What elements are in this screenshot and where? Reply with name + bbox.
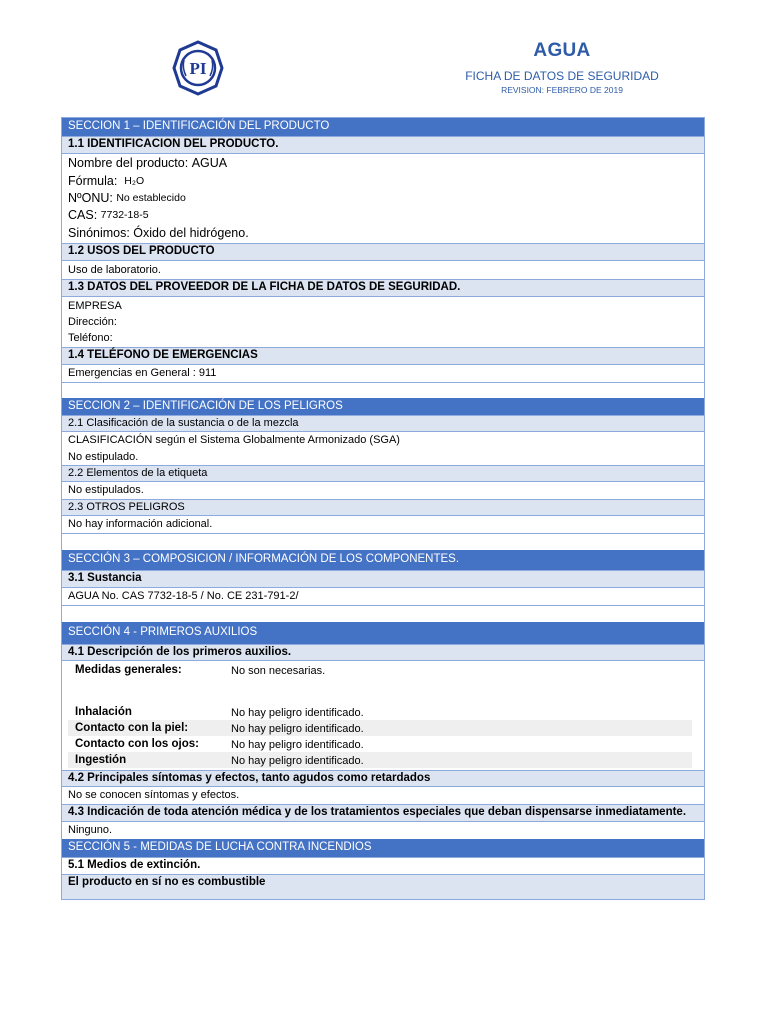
section-5-header: SECCIÓN 5 - MEDIDAS DE LUCHA CONTRA INCENDIOS: [62, 839, 704, 857]
subsection-4-3: 4.3 Indicación de toda atención médica y de los tratamientos especiales que deban dispensarse inmediatamente.: [62, 804, 704, 822]
spacer-row: [62, 382, 704, 398]
symptoms-value: No se conocen síntomas y efectos.: [68, 789, 240, 801]
onu-label: NºONU:: [68, 191, 113, 206]
subsection-1-2: 1.2 USOS DEL PRODUCTO: [62, 243, 704, 261]
product-name-value: AGUA: [191, 156, 228, 171]
product-uses: Uso de laboratorio.: [68, 263, 161, 276]
subsection-4-1: 4.1 Descripción de los primeros auxilios.: [62, 644, 704, 661]
supplier-company: EMPRESA: [68, 300, 122, 312]
product-name-label: Nombre del producto:: [68, 156, 189, 171]
formula-label: Fórmula:: [68, 174, 118, 189]
subsection-5-1: 5.1 Medios de extinción.: [62, 857, 704, 875]
subsection-2-3: 2.3 OTROS PELIGROS: [62, 499, 704, 516]
eye-contact-label: Contacto con los ojos:: [75, 738, 199, 750]
label-elements-value: No estipulados.: [68, 484, 144, 496]
section-1-header: SECCION 1 – IDENTIFICACIÓN DEL PRODUCTO: [62, 118, 704, 136]
synonyms-line: Sinónimos: Óxido del hidrógeno.: [68, 225, 249, 240]
general-measures-value: No son necesarias.: [231, 665, 326, 677]
supplier-phone: Teléfono:: [68, 332, 113, 344]
document-subtitle: FICHA DE DATOS DE SEGURIDAD: [465, 69, 659, 83]
emergency-phone: Emergencias en General : 911: [68, 367, 217, 379]
skin-contact-label: Contacto con la piel:: [75, 722, 189, 734]
subsection-2-2: 2.2 Elementos de la etiqueta: [62, 465, 704, 482]
formula-line: [62, 173, 704, 190]
row-shading: [68, 752, 692, 768]
revision-date: REVISION: FEBRERO DE 2019: [501, 85, 623, 95]
skin-contact-value: No hay peligro identificado.: [231, 723, 364, 735]
company-logo: [172, 40, 224, 96]
not-stipulated: No estipulado.: [68, 451, 139, 463]
not-combustible-note: El producto en sí no es combustible: [62, 875, 704, 899]
product-name-line: [62, 155, 704, 172]
safety-data-sheet: [61, 117, 705, 900]
other-hazards-value: No hay información adicional.: [68, 518, 213, 530]
inhalation-value: No hay peligro identificado.: [231, 707, 364, 719]
ingestion-label: Ingestión: [75, 754, 127, 766]
eye-contact-value: No hay peligro identificado.: [231, 739, 364, 751]
section-4-header: SECCIÓN 4 - PRIMEROS AUXILIOS: [62, 622, 704, 644]
subsection-3-1: 3.1 Sustancia: [62, 570, 704, 588]
cas-value: 7732-18-5: [100, 209, 149, 222]
supplier-address: Dirección:: [68, 316, 117, 328]
subsection-4-2: 4.2 Principales síntomas y efectos, tanto agudos como retardados: [62, 770, 704, 787]
substance-identifiers: AGUA No. CAS 7732-18-5 / No. CE 231-791-2/: [68, 590, 299, 602]
cas-label: CAS:: [68, 208, 98, 223]
subsection-1-4: 1.4 TELÉFONO DE EMERGENCIAS: [62, 347, 704, 365]
section-3-header: SECCIÓN 3 – COMPOSICION / INFORMACIÓN DE LOS COMPONENTES.: [62, 550, 704, 570]
document-title: AGUA: [533, 40, 591, 61]
logo-text: PI: [189, 59, 207, 78]
subsection-1-1: 1.1 IDENTIFICACION DEL PRODUCTO.: [62, 136, 704, 154]
general-measures-label: Medidas generales:: [75, 664, 182, 676]
ghs-classification: CLASIFICACIÓN según el Sistema Globalmente Armonizado (SGA): [68, 434, 400, 446]
subsection-1-3: 1.3 DATOS DEL PROVEEDOR DE LA FICHA DE DATOS DE SEGURIDAD.: [62, 279, 704, 297]
medical-attention-value: Ninguno.: [68, 824, 113, 836]
inhalation-label: Inhalación: [75, 706, 132, 718]
spacer-row: [62, 605, 704, 622]
formula-value: H₂O: [124, 175, 145, 188]
ingestion-value: No hay peligro identificado.: [231, 755, 364, 767]
cas-line: [62, 207, 704, 224]
onu-value: No establecido: [116, 192, 186, 205]
section-2-header: SECCION 2 – IDENTIFICACIÓN DE LOS PELIGROS: [62, 398, 704, 415]
onu-line: [62, 190, 704, 207]
spacer-row: [62, 533, 704, 550]
subsection-2-1: 2.1 Clasificación de la sustancia o de la mezcla: [62, 415, 704, 432]
